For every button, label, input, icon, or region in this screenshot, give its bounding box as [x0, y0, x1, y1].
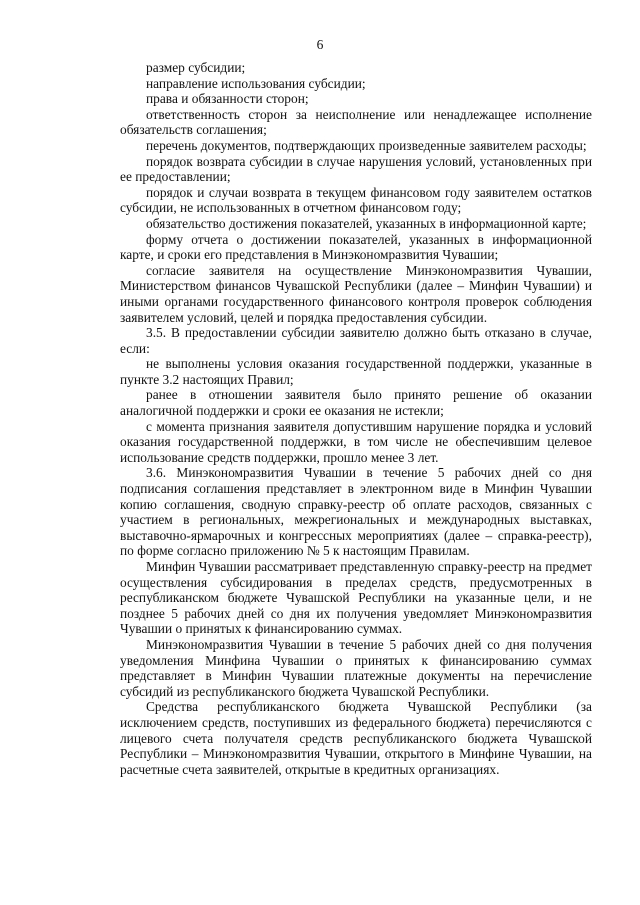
paragraph: размер субсидии; — [146, 60, 246, 75]
paragraph: перечень документов, подтверждающих произведенные заявителем расходы; — [146, 137, 587, 153]
paragraph: порядок и случаи возврата в текущем финансовом году заявителем остатков субсидии, не использованных в отчетном финансовом году; — [120, 184, 592, 216]
paragraph: порядок возврата субсидии в случае нарушения условий, установленных при ее предоставлении; — [120, 153, 592, 185]
paragraph: Средства республиканского бюджета Чувашской Республики (за исключением средств, поступивших из федерального бюджета) перечисляются с лицевого счета получателя средств республиканского бюджета Чувашской Республики – Минэкономразвития Чувашии, открытого в Минфине Чувашии, на расчетные счета заявителей, открытые в кредитных организациях. — [120, 699, 592, 777]
paragraph: согласие заявителя на осуществление Минэкономразвития Чувашии, Министерством финансов Чувашской Республики (далее – Минфин Чувашии) и иными органами государственного финансового контроля проверок соблюдения заявителем условий, целей и порядка предоставления субсидии. — [120, 262, 592, 325]
paragraph: с момента признания заявителя допустившим нарушение порядка и условий оказания государственной поддержки, в том числе не обеспечившим целевое использование средств поддержки, прошло менее 3 лет. — [120, 418, 592, 465]
paragraph: ответственность сторон за неисполнение или ненадлежащее исполнение обязательств соглашения; — [120, 106, 592, 138]
page-number: 6 — [316, 37, 324, 52]
paragraph: Минэкономразвития Чувашии в течение 5 рабочих дней со дня получения уведомления Минфина Чувашии о принятых к финансированию суммах представляет в Минфин Чувашии платежные документы на перечисление субсидий из республиканского бюджета Чувашской Республики. — [120, 636, 592, 699]
paragraph: форму отчета о достижении показателей, указанных в информационной карте, и сроки его представления в Минэкономразвития Чувашии; — [120, 231, 592, 263]
paragraph: Минфин Чувашии рассматривает представленную справку-реестр на предмет осуществления субсидирования в пределах средств, предусмотренных в республиканском бюджете Чувашской Республики на указанные цели, и не позднее 5 рабочих дней со дня их получения уведомляет Минэкономразвития Чувашии о принятых к финансированию суммах. — [120, 559, 592, 637]
paragraph: 3.5. В предоставлении субсидии заявителю должно быть отказано в случае, если: — [120, 325, 592, 356]
paragraph: ранее в отношении заявителя было принято решение об оказании аналогичной поддержки и сроки ее оказания не истекли; — [120, 387, 592, 419]
paragraph: не выполнены условия оказания государственной поддержки, указанные в пункте 3.2 настоящих Правил; — [120, 356, 592, 387]
paragraph: направление использования субсидии; — [146, 75, 366, 91]
paragraph: права и обязанности сторон; — [146, 91, 309, 107]
paragraph: 3.6. Минэкономразвития Чувашии в течение 5 рабочих дней со дня подписания соглашения представляет в электронном виде в Минфин Чувашии копию соглашения, сводную справку-реестр об оплате расходов, связанных с участием в региональных, межрегиональных и международных выставках, выставочно-ярмарочных и конгрессных мероприятиях (далее – справка-реестр), по форме согласно приложению № 5 к настоящим Правилам. — [120, 465, 592, 559]
paragraph: обязательство достижения показателей, указанных в информационной карте; — [146, 215, 587, 231]
document-body — [120, 60, 592, 777]
